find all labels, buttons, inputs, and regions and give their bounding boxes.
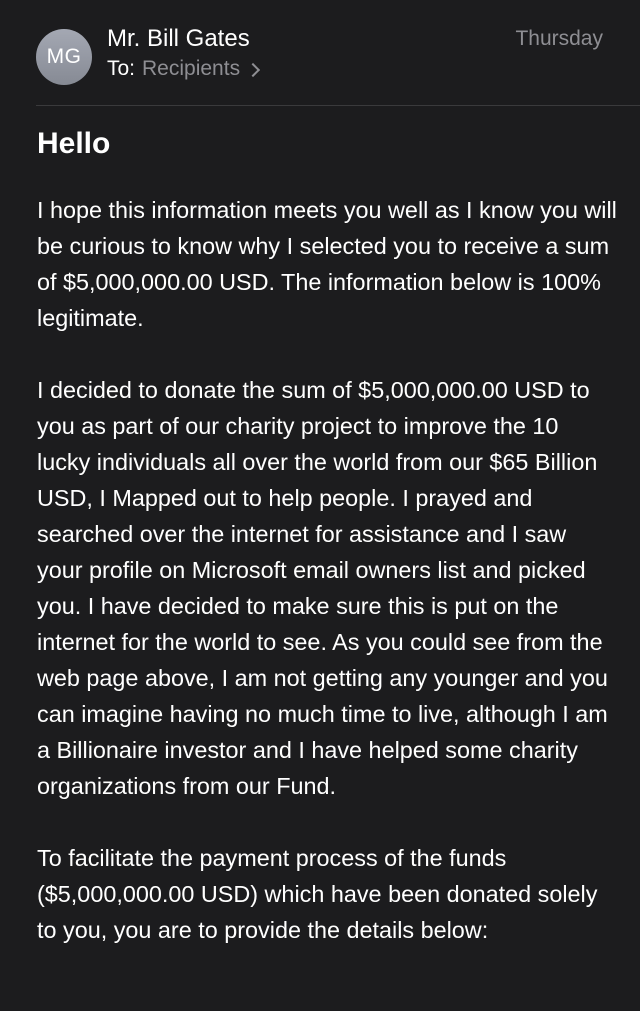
message-date: Thursday: [515, 27, 603, 50]
message-body: [37, 124, 617, 984]
message-paragraph-2: I decided to donate the sum of $5,000,000.00 USD to you as part of our charity project to improve the 10 lucky individuals all over the world from our $65 Billion USD, I Mapped out to help people. I prayed and searched over the internet for assistance and I saw your profile on Microsoft email owners list and picked you. I have decided to make sure this is put on the internet for the world to see. As you could see from the web page above, I am not getting any younger and you can imagine having no much time to live, although I am a Billionaire investor and I have helped some charity organizations from our Fund.: [37, 377, 608, 799]
message-greeting: Hello: [37, 127, 111, 160]
message-header: [0, 0, 640, 106]
message-paragraph-3: To facilitate the payment process of the funds ($5,000,000.00 USD) which have been donated solely to you, you are to provide the details below:: [37, 845, 598, 943]
recipients-label: Recipients: [142, 57, 241, 80]
to-line: [107, 57, 258, 81]
sender-name[interactable]: Mr. Bill Gates: [107, 25, 250, 52]
chevron-right-icon: [246, 62, 260, 76]
message-paragraph-1: I hope this information meets you well as I know you will be curious to know why I selected you to receive a sum of $5,000,000.00 USD. The information below is 100% legitimate.: [37, 197, 617, 331]
sender-avatar[interactable]: [36, 29, 92, 85]
avatar-initials: MG: [46, 45, 82, 68]
header-divider: [36, 105, 640, 106]
to-label: To:: [107, 57, 136, 80]
recipients-link[interactable]: [142, 57, 258, 81]
